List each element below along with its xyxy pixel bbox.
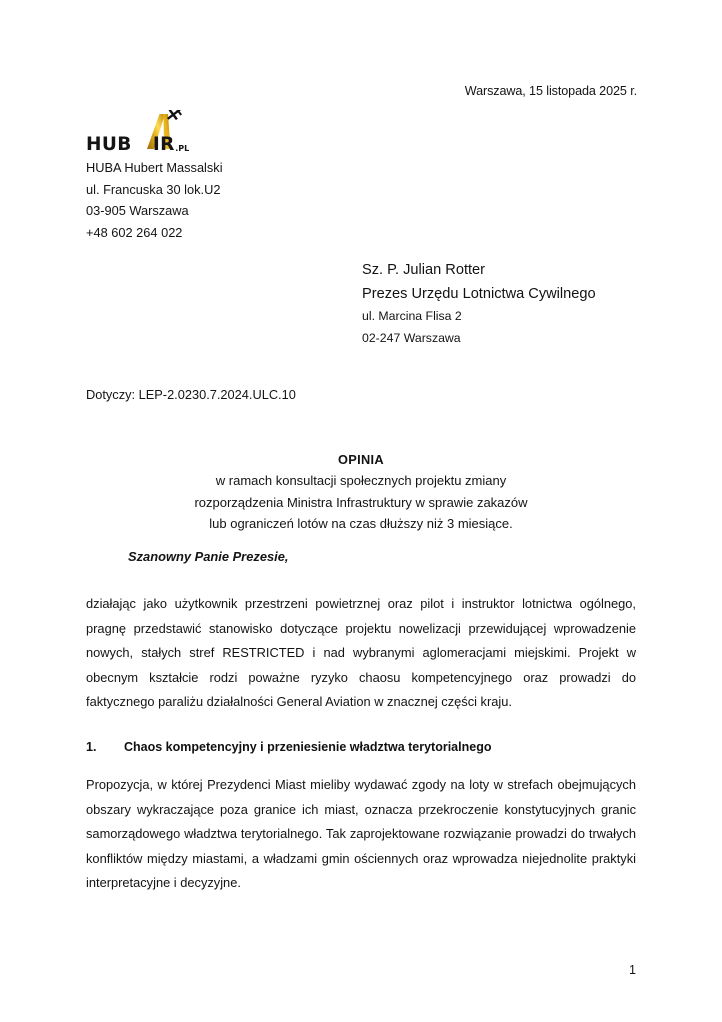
date-line: Warszawa, 15 listopada 2025 r. (464, 84, 637, 98)
intro-paragraph: działając jako użytkownik przestrzeni powietrznej oraz pilot i instruktor lotnictwa ogólnego, pragnę przedstawić stanowisko dotyczące projektu nowelizacji przewidującej wprowadzenie nowych, stałych stref RESTRICTED i nad wybranymi aglomeracjami miejskimi. Projekt w obecnym kształcie rodzi poważne ryzyko chaosu kompetencyjnego oraz prowadzi do faktycznego paraliżu działalności General Aviation w znacznej części kraju. (86, 596, 636, 710)
recipient-address-block (362, 258, 596, 349)
recipient-title: Prezes Urzędu Lotnictwa Cywilnego (362, 286, 596, 302)
page-title: OPINIA (338, 452, 384, 467)
sender-line-phone: +48 602 264 022 (86, 224, 183, 240)
logo-text-ir: IR (152, 133, 175, 155)
logo-text-hub: HUB (86, 133, 132, 155)
section-heading-1 (86, 715, 636, 773)
sender-address-block (86, 157, 223, 243)
sender-line-street: ul. Francuska 30 lok.U2 (86, 181, 221, 197)
sender-line-name: HUBA Hubert Massalski (86, 160, 223, 175)
recipient-name: Sz. P. Julian Rotter (362, 262, 486, 278)
reference-number: Dotyczy: LEP-2.0230.7.2024.ULC.10 (86, 387, 296, 402)
salutation: Szanowny Panie Prezesie, (128, 549, 289, 564)
section-number-1: 1. (86, 739, 97, 754)
recipient-street: ul. Marcina Flisa 2 (362, 309, 462, 323)
logo-wordmark (86, 132, 189, 154)
subtitle-line-1: w ramach konsultacji społecznych projektu zmiany (215, 473, 507, 488)
logo-text-pl: .PL (175, 144, 190, 153)
document-title-block (86, 449, 636, 535)
document-body (86, 592, 636, 896)
section-1-paragraph: Propozycja, w której Prezydenci Miast mieliby wydawać zgody na loty w strefach obejmujących obszary wykraczające poza granice ich miast, oznacza przekroczenie konstytucyjnych granic samorządowego władztwa terytorialnego. Tak zaprojektowane rozwiązanie prowadzi do trwałych konfliktów między miastami, a władzami gmin ościennych oraz wprowadza niejednolite praktyki interpretacyjne i decyzyjne. (86, 776, 636, 891)
sender-line-city: 03-905 Warszawa (86, 203, 189, 218)
subtitle-line-2: rozporządzenia Ministra Infrastruktury w sprawie zakazów (194, 494, 528, 510)
company-logo (86, 110, 214, 154)
recipient-city: 02-247 Warszawa (362, 330, 461, 345)
section-title-1: Chaos kompetencyjny i przeniesienie władztwa terytorialnego (124, 739, 492, 754)
subtitle-line-3: lub ograniczeń lotów na czas dłuższy niż 3 miesiące. (209, 516, 513, 531)
page-number: 1 (629, 963, 636, 977)
